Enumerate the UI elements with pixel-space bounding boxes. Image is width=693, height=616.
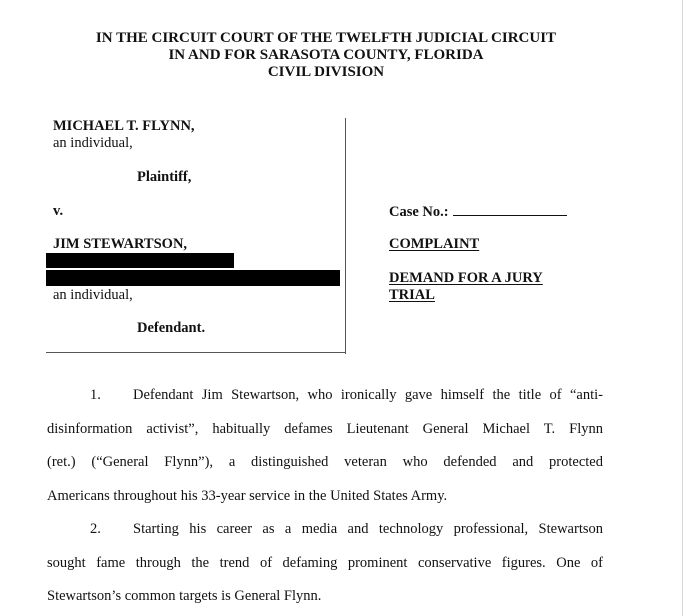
defendant-name: JIM STEWARTSON, — [53, 236, 188, 252]
paragraph-line: disinformation activist”, habitually defames Lieutenant General Michael T. Flynn — [47, 420, 603, 437]
paragraph-1 — [47, 379, 603, 513]
versus-label: v. — [53, 203, 64, 219]
defendant-description: an individual, — [53, 287, 133, 303]
court-heading-line1: IN THE CIRCUIT COURT OF THE TWELFTH JUDICIAL CIRCUIT — [95, 30, 557, 46]
paragraph-line: Americans throughout his 33-year service in the United States Army. — [47, 487, 448, 504]
paragraph-2 — [47, 513, 603, 614]
caption-vertical-rule — [345, 118, 346, 354]
paragraph-line: (ret.) (“General Flynn”), a distinguished veteran who defended and protected — [47, 454, 603, 470]
jury-demand-line1: DEMAND FOR A JURY — [389, 270, 543, 286]
jury-demand-line2: TRIAL — [389, 287, 435, 303]
plaintiff-role: Plaintiff, — [137, 169, 192, 185]
case-number-label: Case No.: — [389, 204, 449, 220]
paragraph-line: sought fame through the trend of defaming prominent conservative figures. One of — [47, 554, 603, 571]
defendant-role: Defendant. — [137, 320, 206, 336]
paragraph-line: Stewartson’s common targets is General Flynn. — [47, 588, 322, 604]
court-heading — [0, 30, 652, 81]
caption-horizontal-rule — [46, 352, 346, 353]
court-heading-line2: IN AND FOR SARASOTA COUNTY, FLORIDA — [168, 47, 484, 63]
plaintiff-description: an individual, — [53, 135, 133, 151]
paragraph-number: 2. — [90, 521, 101, 537]
paragraph-line: 1. Defendant Jim Stewartson, who ironically gave himself the title of “anti- — [47, 379, 603, 413]
case-number — [389, 203, 567, 221]
redaction-bar — [46, 253, 234, 268]
redaction-bar — [46, 270, 340, 286]
paragraph-line: 2. Starting his career as a media and technology professional, Stewartson — [47, 513, 603, 547]
court-heading-line3: CIVIL DIVISION — [267, 64, 385, 80]
complaint-title: COMPLAINT — [389, 236, 480, 252]
paragraph-number: 1. — [90, 387, 101, 403]
plaintiff-name: MICHAEL T. FLYNN, — [53, 118, 195, 134]
page-edge — [682, 0, 683, 616]
case-number-blank — [453, 203, 567, 216]
